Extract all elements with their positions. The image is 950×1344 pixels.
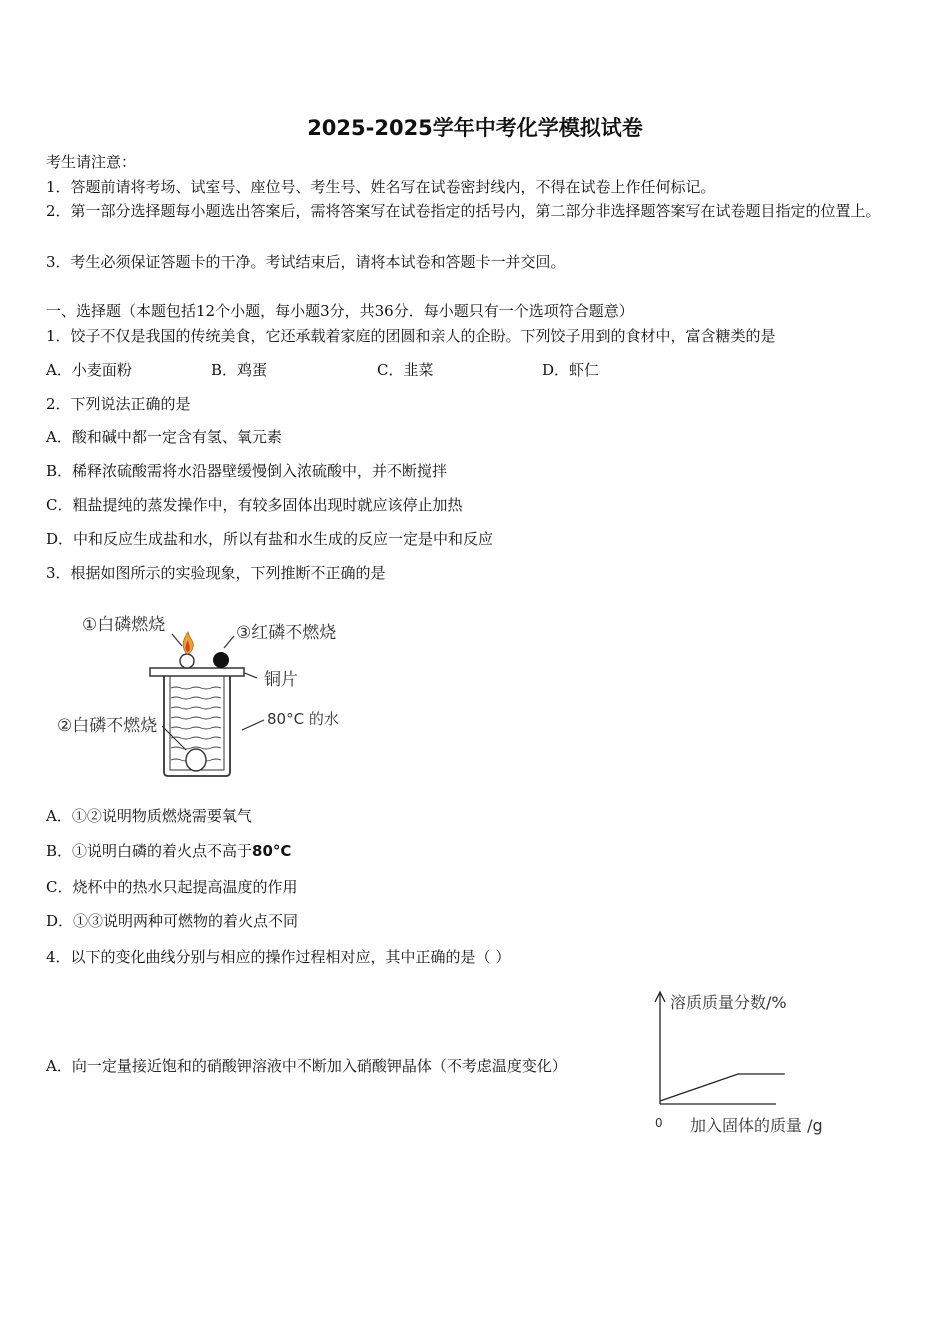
notice-item-1: 1．答题前请将考场、试室号、座位号、考生号、姓名写在试卷密封线内，不得在试卷上作任何标记。 bbox=[46, 178, 716, 196]
chart-origin-label: 0 bbox=[655, 1116, 663, 1130]
notice-item-2: 2．第一部分选择题每小题选出答案后，需将答案写在试卷指定的括号内，第二部分非选择题答案写在试卷题目指定的位置上。 bbox=[46, 202, 881, 220]
q4-option-a: A．向一定量接近饱和的硝酸钾溶液中不断加入硝酸钾晶体（不考虑温度变化） bbox=[46, 1057, 567, 1075]
q1-option-c: C．韭菜 bbox=[377, 361, 434, 379]
q2-option-d: D．中和反应生成盐和水，所以有盐和水生成的反应一定是中和反应 bbox=[46, 530, 494, 548]
q1-stem: 1．饺子不仅是我国的传统美食，它还承载着家庭的团圆和亲人的企盼。下列饺子用到的食材中，富含糖类的是 bbox=[46, 327, 776, 345]
copper-plate bbox=[150, 668, 244, 676]
q3-option-a: A．①②说明物质燃烧需要氧气 bbox=[46, 807, 252, 825]
white-phosphorus-in-water bbox=[186, 749, 206, 771]
q1-option-a: A．小麦面粉 bbox=[46, 361, 132, 379]
q3-stem: 3．根据如图所示的实验现象，下列推断不正确的是 bbox=[46, 564, 386, 582]
q3-option-d: D．①③说明两种可燃物的着火点不同 bbox=[46, 912, 299, 930]
q1-option-d: D．虾仁 bbox=[542, 361, 600, 379]
notice-item-3: 3．考生必须保证答题卡的干净。考试结束后，请将本试卷和答题卡一并交回。 bbox=[46, 253, 566, 271]
q4-option-a-chart bbox=[646, 984, 846, 1140]
figure-label-2: ②白磷不燃烧 bbox=[57, 716, 158, 736]
q2-option-c: C．粗盐提纯的蒸发操作中，有较多固体出现时就应该停止加热 bbox=[46, 496, 463, 514]
combustion-experiment-figure bbox=[54, 602, 354, 782]
q2-stem: 2．下列说法正确的是 bbox=[46, 395, 191, 413]
figure-label-copper: 铜片 bbox=[264, 670, 298, 690]
q2-option-a: A．酸和碱中都一定含有氢、氧元素 bbox=[46, 428, 282, 446]
figure-label-water: 80°C 的水 bbox=[267, 710, 339, 728]
figure-label-1: ①白磷燃烧 bbox=[82, 615, 166, 635]
red-phosphorus bbox=[213, 652, 229, 668]
notice-heading: 考生请注意： bbox=[46, 153, 137, 171]
figure-label-3: ③红磷不燃烧 bbox=[236, 623, 337, 643]
q3-option-b-value: 80°C bbox=[252, 842, 292, 860]
chart-ylabel: 溶质质量分数/% bbox=[670, 993, 787, 1012]
q3-option-c: C．烧杯中的热水只起提高温度的作用 bbox=[46, 878, 298, 896]
q1-option-b: B．鸡蛋 bbox=[211, 361, 268, 379]
chart-xlabel: 加入固体的质量 /g bbox=[690, 1116, 823, 1135]
q3-option-b: B．①说明白磷的着火点不高于80°C bbox=[46, 842, 292, 860]
q4-stem: 4．以下的变化曲线分别与相应的操作过程相对应，其中正确的是（ ） bbox=[46, 948, 511, 966]
section-heading: 一、选择题（本题包括12个小题，每小题3分，共36分．每小题只有一个选项符合题意） bbox=[46, 302, 634, 320]
q2-option-b: B．稀释浓硫酸需将水沿器壁缓慢倒入浓硫酸中，并不断搅拌 bbox=[46, 462, 448, 480]
page-title: 2025-2025学年中考化学模拟试卷 bbox=[307, 116, 643, 140]
white-phosphorus-on-plate bbox=[180, 654, 194, 668]
chart-series-line bbox=[660, 1074, 785, 1101]
